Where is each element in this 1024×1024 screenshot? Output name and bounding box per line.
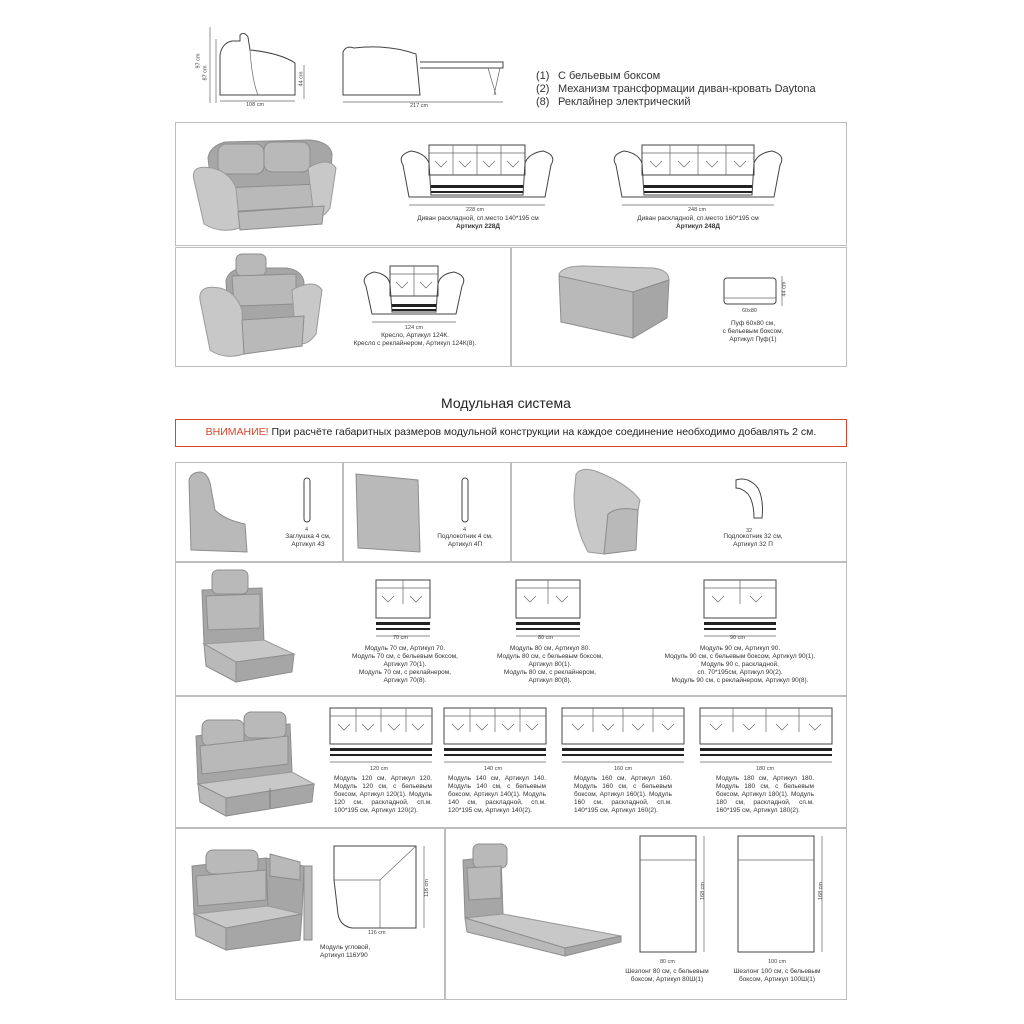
module-double-render-image [186,702,318,820]
chaise-80-caption: Шезлонг 80 см, с бельевым боксом, Артикул 80Ш(1) [625,968,709,983]
legend-item-3: (8) Реклайнер электрический [536,96,691,108]
module-70-dim: 70 cm [393,635,408,641]
pouf-height-label: 44 cm [781,281,788,297]
chaise-render-image [455,838,625,956]
module-140-caption: Модуль 140 см, Артикул 140. Модуль 140 см, с бельевым боксом, Артикул 140(1). Модуль 140 см, раскладной, сп.м. 120*195 см, Артикул 140(2). [448,775,546,814]
module-single-render-image [188,568,298,688]
sofa-248-dim: 248 cm [688,207,707,213]
corner-caption: Модуль угловой, Артикул 116У90 [320,944,371,959]
module-80-drawing [512,574,584,638]
bed-length-label: 217 cm [410,103,429,109]
chaise-80-width-dim: 80 cm [660,959,675,965]
armrest-32-caption: Подлокотник 32 см, Артикул 32 П [723,533,783,548]
sofa-228-caption-1: Диван раскладной, сп.место 140*195 см [417,215,539,222]
end-cap-dim: 4 [305,527,309,533]
sofa-248-caption-1: Диван раскладной, сп.место 160*195 см [637,215,759,222]
corner-module-render-image [186,836,318,956]
end-cap-caption: Заглушка 4 см, Артикул 43 [285,533,331,548]
corner-height-dim: 116 cm [423,879,430,897]
sofa-248-drawing [608,135,788,210]
armrest-32-drawing [728,474,768,524]
module-140-drawing [440,704,550,764]
armchair-render-image [196,250,326,365]
chaise-80-height-dim: 168 cm [700,881,707,901]
armchair-seat-label: 44 cm [298,71,305,87]
armchair-dim: 124 cm [405,325,424,331]
end-cap-drawing [300,476,314,526]
legend-item-2: (2) Механизм трансформации диван-кровать Daytona [536,83,816,95]
armrest-4-caption: Подлокотник 4 см, Артикул 4П [437,533,493,548]
module-140-dim: 140 cm [484,766,503,772]
chaise-100-width-dim: 100 cm [768,959,787,965]
legend-item-1: (1) С бельевым боксом [536,70,661,82]
armrest-4-dim: 4 [463,527,467,533]
module-80-caption: Модуль 80 см, Артикул 80. Модуль 80 см, с бельевым боксом, Артикул 80(1). Модуль 80 см, с реклайнером, Артикул 80(8). [497,645,603,684]
pouf-drawing [720,272,790,312]
modular-title: Модульная система [441,395,571,411]
armchair-height-97-label: 97 cm [195,53,202,69]
module-120-caption: Модуль 120 см, Артикул 120. Модуль 120 см, с бельевым боксом, Артикул 120(1). Модуль 120 см, раскладной, сп.м. 100*195 см, Артикул 120(2). [334,775,432,814]
module-160-dim: 160 cm [614,766,633,772]
sofa-228-dim: 228 cm [466,207,485,213]
module-180-caption: Модуль 180 см, Артикул 180. Модуль 180 см, с бельевым боксом, Артикул 180(1). Модуль 180 см, раскладной, сп.м. 160*195 см, Артикул 180(2). [716,775,814,814]
end-cap-render-image [185,470,255,555]
module-180-dim: 180 cm [756,766,775,772]
module-70-drawing [372,574,434,638]
pouf-size-label: 60x80 [742,308,757,314]
sofa-render-image [190,128,340,240]
armchair-profile-drawing [200,25,310,110]
armchair-drawing [360,258,468,328]
module-70-caption: Модуль 70 см, Артикул 70. Модуль 70 см, с бельевым боксом, Артикул 70(1). Модуль 70 см, с реклайнером, Артикул 70(8). [352,645,458,684]
corner-width-dim: 116 cm [368,930,386,936]
armrest-32-render-image [568,466,648,558]
armchair-height-87-label: 87 cm [202,65,209,81]
module-80-dim: 80 cm [538,635,553,641]
module-90-caption: Модуль 90 см, Артикул 90. Модуль 90 см, с бельевым боксом, Артикул 90(1). Модуль 90 с, раскладной, сп. 70*195см, Артикул 90(2). Модуль 90 см, с реклайнером, Артикул 90(8). [664,645,816,684]
module-90-drawing [700,574,780,638]
module-160-caption: Модуль 160 см, Артикул 160. Модуль 160 см, с бельевым боксом, Артикул 160(1). Модуль 160 см, раскладной, сп.м. 140*195 см, Артикул 160(2). [574,775,672,814]
armchair-caption-2: Кресло с реклайнером, Артикул 124К(8). [353,340,477,347]
armchair-width-label: 108 cm [246,102,265,108]
module-90-dim: 90 cm [730,635,745,641]
bed-profile-drawing [338,40,528,110]
module-180-drawing [696,704,836,764]
armchair-caption-1: Кресло, Артикул 124К. [381,332,449,339]
warning-text: При расчёте габаритных размеров модульной конструкции на каждое соединение необходимо добавлять 2 см. [268,426,817,438]
corner-module-drawing [330,842,432,934]
chaise-100-caption: Шезлонг 100 см, с бельевым боксом, Артикул 100Ш(1) [733,968,821,983]
chaise-100-drawing [734,832,830,958]
armrest-4-render-image [352,472,424,554]
sofa-248-caption-2: Артикул 248Д [676,223,720,230]
sofa-228-caption-2: Артикул 228Д [456,223,500,230]
chaise-100-height-dim: 168 cm [818,881,825,901]
warning-prefix: ВНИМАНИЕ! [205,426,269,438]
warning-banner [175,419,847,447]
armrest-32-dim: 32 [746,528,753,534]
pouf-caption: Пуф 60x80 см, с бельевым боксом, Артикул Пуф(1) [722,320,784,343]
module-120-dim: 120 cm [370,766,389,772]
sofa-228-drawing [395,135,560,210]
armrest-4-drawing [458,476,472,526]
module-120-drawing [326,704,436,764]
pouf-render-image [553,262,678,342]
module-160-drawing [558,704,688,764]
